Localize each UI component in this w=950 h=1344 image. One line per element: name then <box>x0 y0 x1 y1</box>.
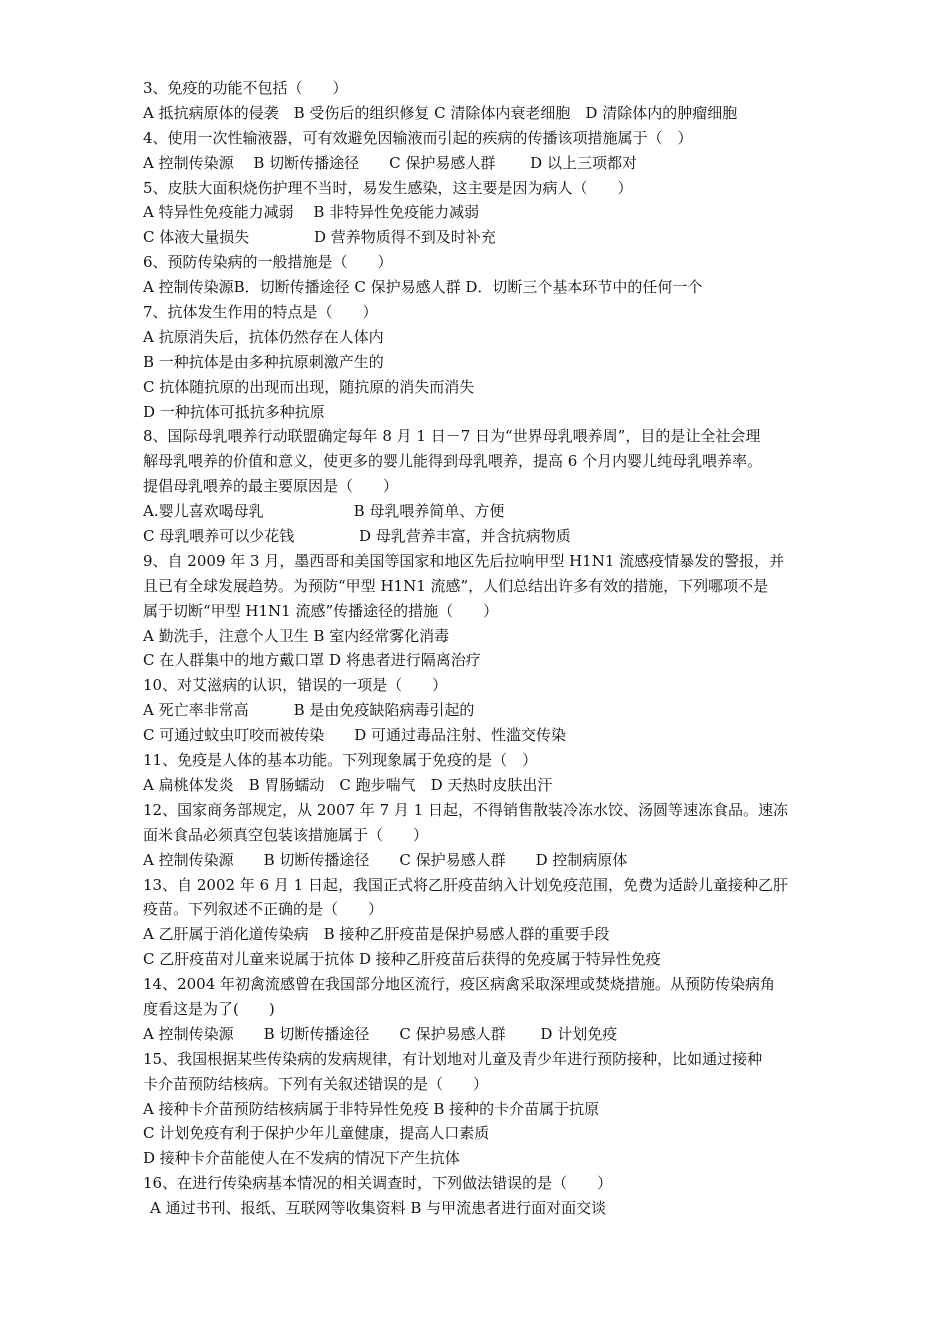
text-line: 8、国际母乳喂养行动联盟确定每年 8 月 1 日－7 日为“世界母乳喂养周”，目的是让全社会理 <box>143 427 761 446</box>
text-line: B 一种抗体是由多种抗原刺激产生的 <box>143 352 384 371</box>
text-line: 卡介苗预防结核病。下列有关叙述错误的是（ ） <box>143 1074 489 1093</box>
text-line: 13、自 2002 年 6 月 1 日起，我国正式将乙肝疫苗纳入计划免疫范围，免费为适龄儿童接种乙肝 <box>143 875 788 894</box>
text-line: A 接种卡介苗预防结核病属于非特异性免疫 B 接种的卡介苗属于抗原 <box>143 1099 600 1118</box>
text-line: C 母乳喂养可以少花钱 D 母乳营养丰富，并含抗病物质 <box>143 527 571 546</box>
text-line: A 特异性免疫能力减弱 B 非特异性免疫能力减弱 <box>143 203 480 222</box>
text-line: 且已有全球发展趋势。为预防“甲型 H1N1 流感”，人们总结出许多有效的措施，下列哪项不是 <box>143 576 769 595</box>
text-line: 4、使用一次性输液器，可有效避免因输液而引起的疾病的传播该项措施属于（ ） <box>143 128 693 147</box>
text-line: A 乙肝属于消化道传染病 B 接种乙肝疫苗是保护易感人群的重要手段 <box>143 925 610 944</box>
text-line: 12、国家商务部规定，从 2007 年 7 月 1 日起，不得销售散装冷冻水饺、汤圆等速冻食品。速冻 <box>143 800 788 819</box>
text-line: 3、免疫的功能不包括（ ） <box>143 79 348 97</box>
text-line: C 抗体随抗原的出现而出现，随抗原的消失而消失 <box>143 377 475 396</box>
text-line: A 控制传染源 B 切断传播途径 C 保护易感人群 D 以上三项都对 <box>143 153 637 172</box>
text-line: 疫苗。下列叙述不正确的是（ ） <box>143 900 384 919</box>
text-line: 15、我国根据某些传染病的发病规律，有计划地对儿童及青少年进行预防接种，比如通过接种 <box>143 1049 763 1068</box>
text-line: 提倡母乳喂养的最主要原因是（ ） <box>143 477 399 496</box>
text-line: 14、2004 年初禽流感曾在我国部分地区流行，疫区病禽采取深埋或焚烧措施。从预防传染病角 <box>143 975 776 994</box>
text-line: A 死亡率非常高 B 是由免疫缺陷病毒引起的 <box>143 701 475 720</box>
text-line: 7、抗体发生作用的特点是（ ） <box>143 303 378 322</box>
text-line: A.婴儿喜欢喝母乳 B 母乳喂养简单、方便 <box>143 502 505 521</box>
text-line: 16、在进行传染病基本情况的相关调查时，下列做法错误的是（ ） <box>143 1174 613 1193</box>
text-line: 5、皮肤大面积烧伤护理不当时，易发生感染，这主要是因为病人（ ） <box>143 178 633 197</box>
text-line: A 通过书刊、报纸、互联网等收集资料 B 与甲流患者进行面对面交谈 <box>150 1199 607 1218</box>
text-line: A 控制传染源 B 切断传播途径 C 保护易感人群 D 计划免疫 <box>143 1024 618 1043</box>
text-line: C 计划免疫有利于保护少年儿童健康，提高人口素质 <box>143 1124 490 1143</box>
text-line: 度看这是为了( ) <box>143 999 275 1018</box>
text-line: 9、自 2009 年 3 月，墨西哥和美国等国家和地区先后拉响甲型 H1N1 流感疫情暴发的警报，并 <box>143 551 785 570</box>
document-body <box>143 76 843 1221</box>
text-line: C 体液大量损失 D 营养物质得不到及时补充 <box>143 228 496 247</box>
text-line: A 控制传染源 B 切断传播途径 C 保护易感人群 D 控制病原体 <box>143 850 628 869</box>
text-line: 面米食品必须真空包装该措施属于（ ） <box>143 825 429 844</box>
text-line: A 扁桃体发炎 B 胃肠蠕动 C 跑步喘气 D 天热时皮肤出汗 <box>143 775 553 794</box>
text-line: A 抵抗病原体的侵袭 B 受伤后的组织修复 C 清除体内衰老细胞 D 清除体内的肿瘤细胞 <box>143 103 738 122</box>
text-line: C 可通过蚊虫叮咬而被传染 D 可通过毒品注射、性滥交传染 <box>143 726 567 745</box>
text-line: A 控制传染源B．切断传播途径 C 保护易感人群 D．切断三个基本环节中的任何一个 <box>143 278 703 297</box>
text-line: 6、预防传染病的一般措施是（ ） <box>143 253 393 272</box>
text-line: 10、对艾滋病的认识，错误的一项是（ ） <box>143 676 448 695</box>
text-line: 11、免疫是人体的基本功能。下列现象属于免疫的是（ ） <box>143 751 538 770</box>
text-line: A 抗原消失后，抗体仍然存在人体内 <box>143 327 384 346</box>
text-line: C 乙肝疫苗对儿童来说属于抗体 D 接种乙肝疫苗后获得的免疫属于特异性免疫 <box>143 950 661 969</box>
text-line: 属于切断“甲型 H1N1 流感”传播途径的措施（ ） <box>143 601 499 620</box>
text-line: D 一种抗体可抵抗多种抗原 <box>143 402 325 421</box>
text-line: C 在人群集中的地方戴口罩 D 将患者进行隔离治疗 <box>143 651 481 670</box>
text-line: D 接种卡介苗能使人在不发病的情况下产生抗体 <box>143 1149 460 1168</box>
text-line: 解母乳喂养的价值和意义，使更多的婴儿能得到母乳喂养，提高 6 个月内婴儿纯母乳喂养率。 <box>143 452 763 471</box>
text-line: A 勤洗手，注意个人卫生 B 室内经常雾化消毒 <box>143 626 450 645</box>
